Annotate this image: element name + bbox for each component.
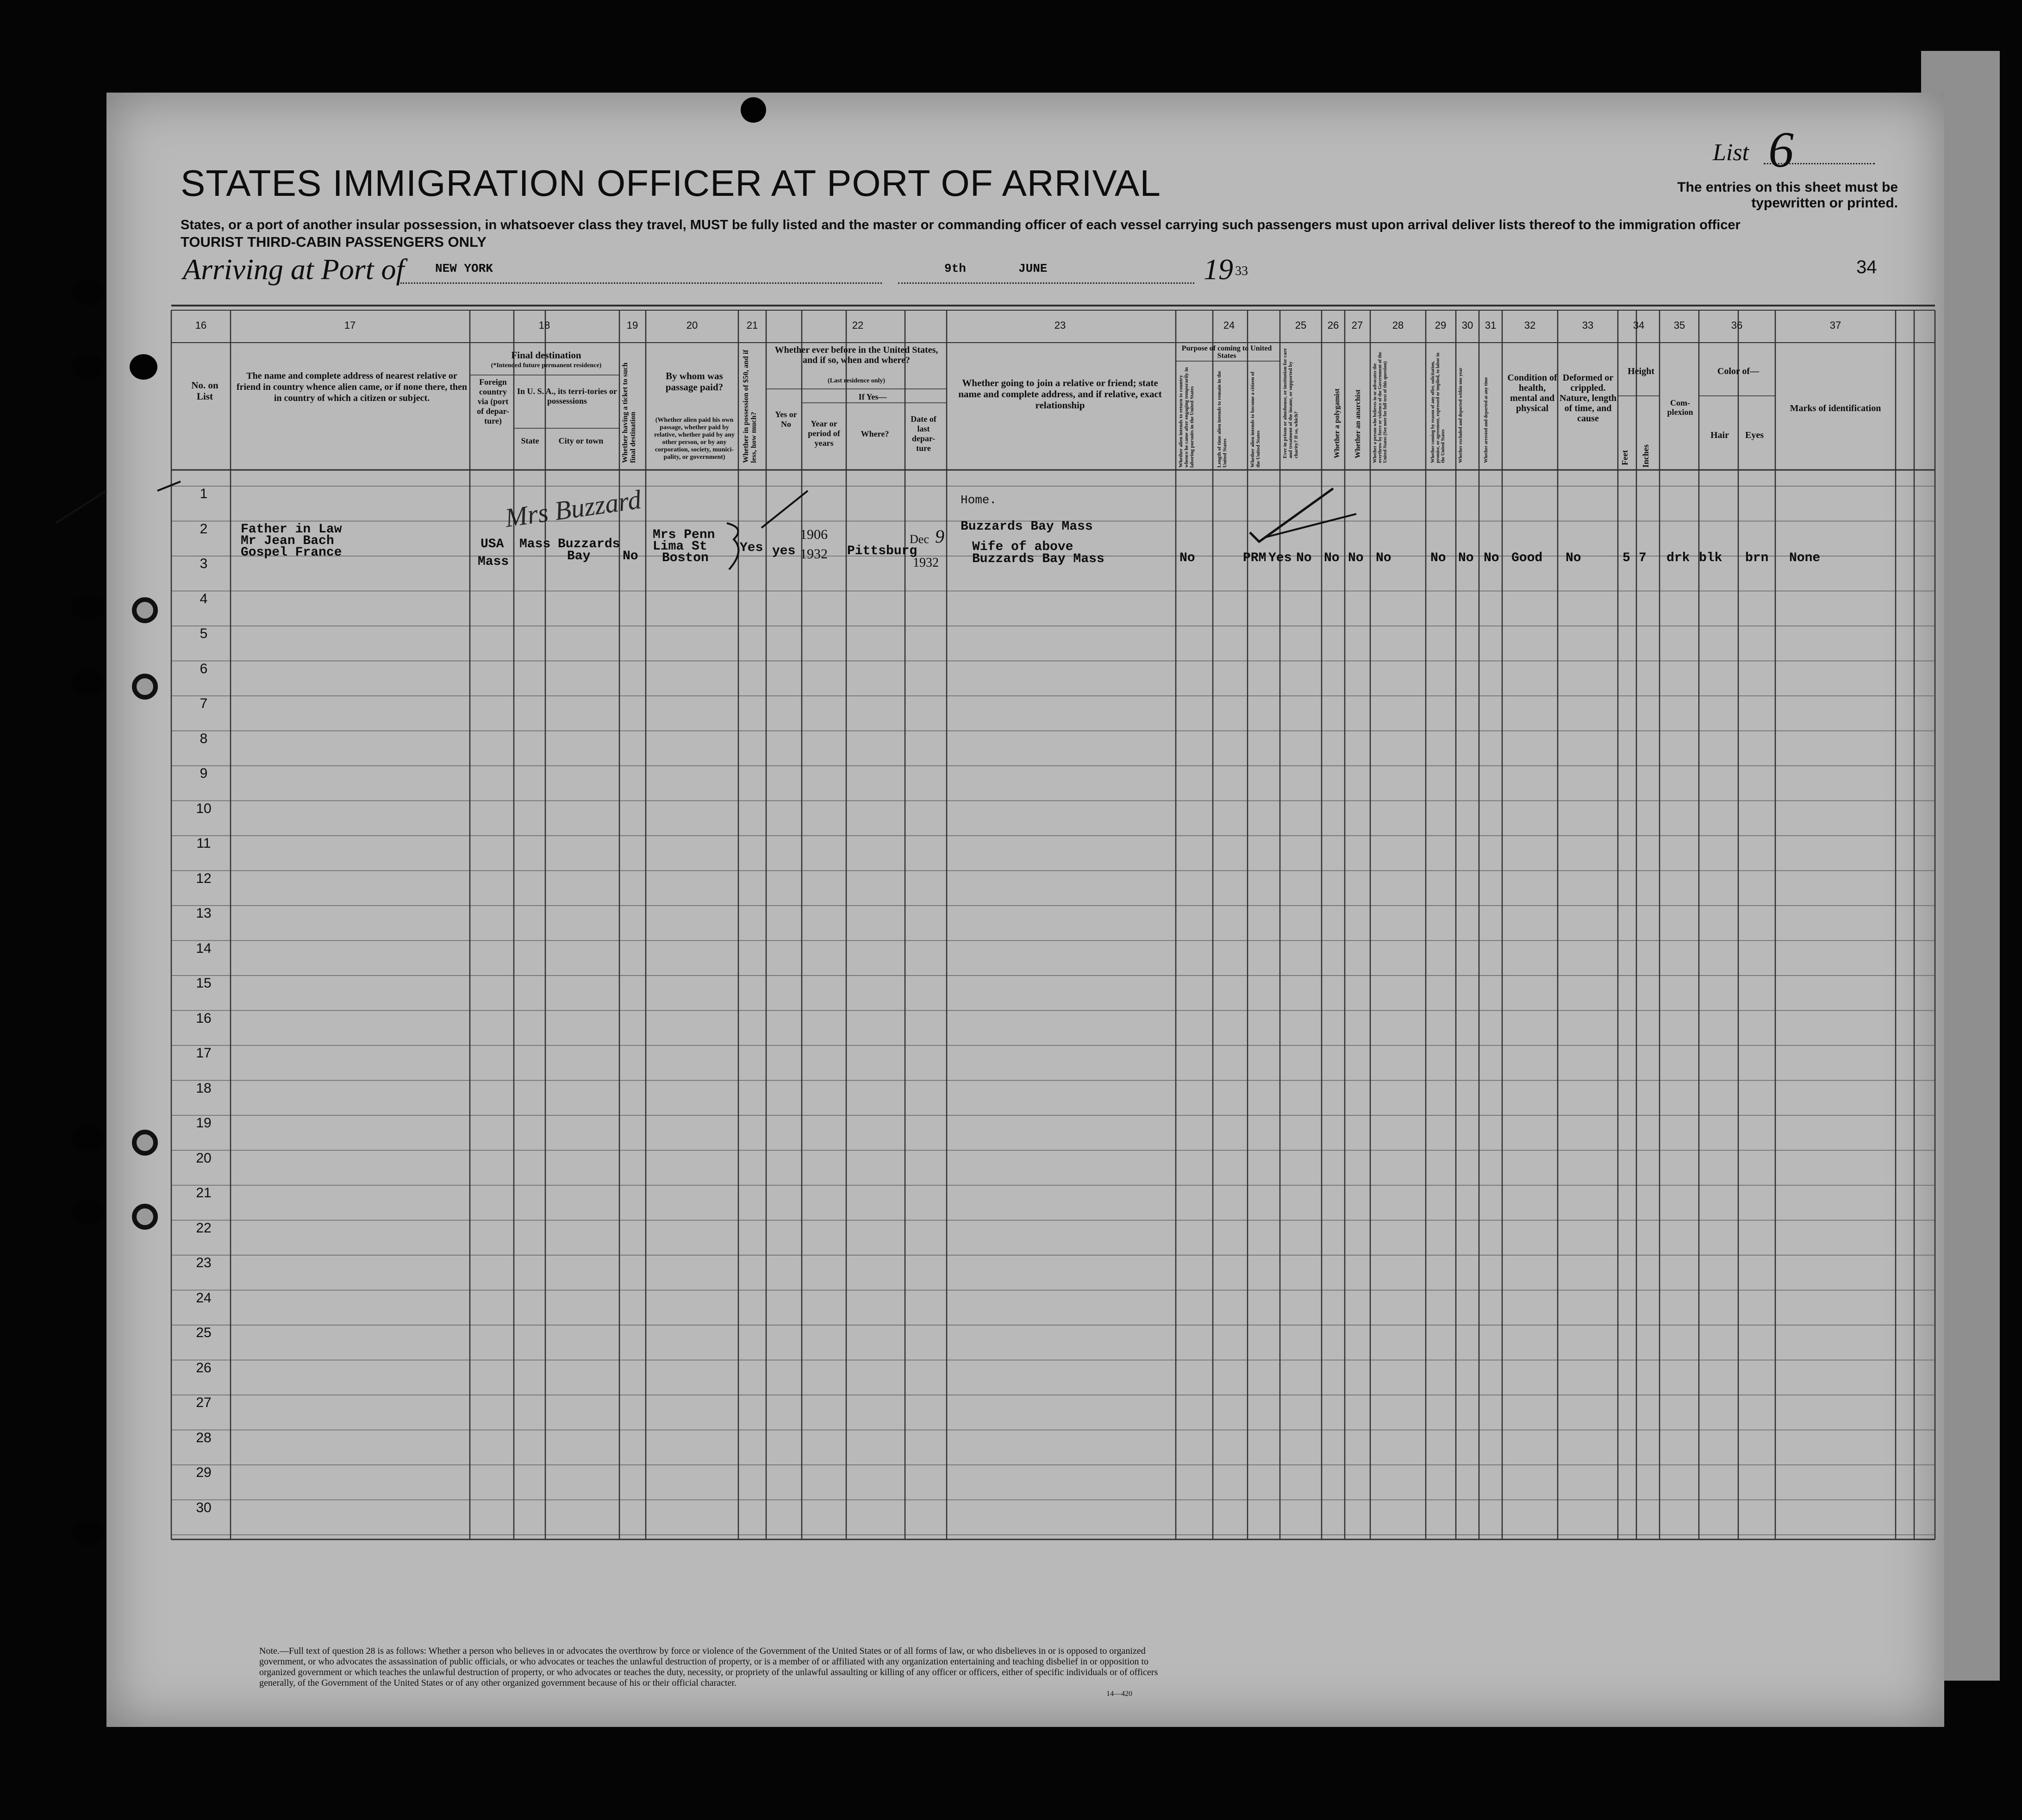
entry-marks: None xyxy=(1789,551,1821,565)
row-number: 9 xyxy=(200,766,208,782)
entry-state: Mass xyxy=(519,537,551,551)
row-number: 20 xyxy=(196,1150,212,1166)
entry-foreign-country: USA xyxy=(481,537,504,551)
arrival-day: 9th xyxy=(944,262,966,275)
entry-c31: No xyxy=(1484,551,1499,565)
column-number: 30 xyxy=(1461,319,1473,331)
list-label: List xyxy=(1713,139,1749,166)
entry-before-us: yes xyxy=(772,544,796,558)
header-before-us: Whether ever before in the United States, and if so, when and where? xyxy=(774,345,938,365)
column-number: 25 xyxy=(1295,319,1307,331)
entry-joining-line4: Buzzards Bay Mass xyxy=(972,552,1105,566)
header-joining: Whether going to join a relative or friend; state name and complete address, and if relative, exact relationship xyxy=(958,377,1162,411)
column-number: 20 xyxy=(686,319,698,331)
row-number: 15 xyxy=(196,976,212,991)
entry-c29: No xyxy=(1430,551,1446,565)
entry-where: Pittsburg xyxy=(847,544,917,558)
row-number: 18 xyxy=(196,1080,212,1096)
stray-mark xyxy=(56,491,106,523)
header-city: City or town xyxy=(558,436,604,445)
entry-joining-line2: Buzzards Bay Mass xyxy=(961,519,1093,534)
header-passage-paid: By whom was passage paid? xyxy=(665,370,724,393)
header-purpose: Purpose of coming to United States xyxy=(1181,344,1272,360)
column-number: 32 xyxy=(1524,319,1536,331)
header-c31: Whether arrested and deported at any time xyxy=(1484,377,1489,463)
row-number: 21 xyxy=(196,1185,212,1201)
row-number: 28 xyxy=(196,1430,212,1445)
header-state: State xyxy=(521,436,539,445)
column-number: 36 xyxy=(1731,319,1743,331)
entry-c27: No xyxy=(1348,551,1364,565)
entry-year2: 1932 xyxy=(800,546,828,562)
entry-paid-by1: Mrs Penn xyxy=(653,528,715,542)
header-marks: Marks of identification xyxy=(1790,403,1881,413)
row-number: 25 xyxy=(196,1325,212,1341)
entry-year1: 1906 xyxy=(800,527,828,542)
header-color-of: Color of— xyxy=(1717,366,1760,376)
header-c26: Whether a polygamist xyxy=(1333,388,1341,458)
row-number: 6 xyxy=(200,661,208,676)
entry-c28: No xyxy=(1376,551,1392,565)
header-c30: Whether excluded and deported within one year xyxy=(1458,368,1463,463)
entry-foreign-country2: Mass xyxy=(478,555,509,569)
column-number: 21 xyxy=(746,319,758,331)
footer-note: Note.—Full text of question 28 is as follows: Whether a person who believes in or advocates the overthrow by force or violence of the Government of the United States or of all forms of law, or who disbelieves in or is opposed to organized government, or who advocates the assassination of public officials, or who advocates or teaches the unlawful destruction of property, or is a member of or affiliated with any organization entertaining and teaching disbelief in or opposition to organized government or which teaches the unlawful destruction of property, or who advocates or teaches the duty, necessity, or propriety of the unlawful assaulting or killing of any officer or officers, either of specific individuals or of officers generally, of the Government of the United States or of any other organized government because of his or their official character. xyxy=(259,1646,1158,1688)
entry-money: Yes xyxy=(740,541,763,555)
header-relative-abroad: The name and complete address of nearest relative or friend in country whence alien came, or if none there, then in country of which a citizen or subject. xyxy=(236,371,468,403)
column-number: 33 xyxy=(1582,319,1594,331)
form-subtitle: States, or a port of another insular possession, in whatsoever class they travel, MUST be fully listed and the master or commanding officer of each vessel carrying such passengers must upon arrival deliver lists thereof to the immigration officer xyxy=(181,218,1741,232)
entry-relative-line1: Father in Law xyxy=(241,522,342,537)
entry-c26: No xyxy=(1324,551,1340,565)
header-inches: Inches xyxy=(1641,444,1650,468)
entry-city: Buzzards xyxy=(558,537,620,551)
header-passage-paid-note: (Whether alien paid his own passage, whether paid by relative, whether paid by any other person, or by any corporation, society, munici-pality, or government) xyxy=(654,417,735,461)
row-number: 30 xyxy=(196,1500,212,1515)
page-number: 34 xyxy=(1856,257,1877,277)
row-number: 29 xyxy=(196,1465,212,1481)
row-number: 24 xyxy=(196,1290,212,1306)
column-number: 28 xyxy=(1392,319,1404,331)
header-c28: Whether a person who believes in or advocates the overthrow by force or violence of the Government of the United States (See note for full text of this question) xyxy=(1373,352,1388,463)
row-number: 5 xyxy=(200,626,208,642)
row-number: 26 xyxy=(196,1360,212,1376)
header-money: Whether in possession of $50, and if less, how much? xyxy=(742,350,758,463)
entry-departure-day: 9 xyxy=(935,526,944,547)
entry-departure-month: Dec xyxy=(910,532,929,546)
row-number: 12 xyxy=(196,870,212,886)
header-yes-no: Yes or No xyxy=(775,410,797,429)
column-number: 29 xyxy=(1435,319,1447,331)
row-number: 8 xyxy=(200,731,208,746)
entry-joining-line3: Wife of above xyxy=(972,540,1073,554)
entry-departure-year: 1932 xyxy=(913,556,939,570)
header-purpose-length: Length of time alien intends to remain in the United States xyxy=(1217,371,1228,468)
entry-joining-line1: Home. xyxy=(961,493,997,507)
arriving-label: Arriving at Port of xyxy=(183,253,405,286)
header-foreign-country: Foreign country via (port of depar-ture) xyxy=(477,377,509,425)
entry-ticket: No xyxy=(623,549,638,563)
entry-c25: No xyxy=(1296,551,1312,565)
column-number: 24 xyxy=(1223,319,1235,331)
stray-mark xyxy=(157,482,181,491)
column-number: 16 xyxy=(195,319,207,331)
year-prefix: 19 xyxy=(1204,253,1233,286)
list-number: 6 xyxy=(1768,121,1794,178)
column-number: 18 xyxy=(538,319,550,331)
entry-inches: 7 xyxy=(1639,551,1647,565)
column-number: 31 xyxy=(1485,319,1497,331)
header-no-on-list: No. on List xyxy=(191,380,218,402)
column-number: 26 xyxy=(1327,319,1339,331)
row-number: 14 xyxy=(196,940,212,956)
handwritten-annotation: Mrs Buzzard xyxy=(503,484,643,533)
port-name: NEW YORK xyxy=(435,262,493,275)
row-number: 23 xyxy=(196,1255,212,1271)
row-number: 3 xyxy=(200,556,208,572)
entry-deformed: No xyxy=(1566,551,1581,565)
header-deformed: Deformed or crippled. Nature, length of time, and cause xyxy=(1560,373,1616,424)
entry-relative-line3: Gospel France xyxy=(241,545,342,560)
entry-complexion: drk xyxy=(1666,551,1690,565)
header-before-us-note: (Last residence only) xyxy=(827,377,886,384)
header-condition: Condition of health, mental and physical xyxy=(1507,373,1557,413)
row-number: 19 xyxy=(196,1115,212,1131)
header-eyes: Eyes xyxy=(1745,430,1764,440)
year-suffix: 33 xyxy=(1235,264,1248,278)
row-number: 7 xyxy=(200,696,208,712)
entry-purpose-length: PRM xyxy=(1243,551,1267,565)
column-number: 17 xyxy=(344,319,356,331)
row-number: 10 xyxy=(196,801,212,816)
entry-hair: blk xyxy=(1699,551,1722,565)
row-number: 4 xyxy=(200,591,208,607)
row-number: 16 xyxy=(196,1010,212,1026)
entry-paid-by2: Lima St xyxy=(653,539,707,554)
row-number: 22 xyxy=(196,1220,212,1236)
arrival-month: JUNE xyxy=(1018,262,1048,275)
row-number: 11 xyxy=(196,836,211,851)
header-purpose-return: Whether alien intends to return to country whence he came after engaging temporarily in laboring pursuits in the United States xyxy=(1178,367,1195,468)
header-final-destination: Final destination xyxy=(511,350,581,361)
header-date-departure: Date of last depar-ture xyxy=(911,414,936,453)
instructions: The entries on this sheet must be typewritten or printed. xyxy=(1677,180,1898,211)
header-where: Where? xyxy=(861,429,889,438)
column-number: 34 xyxy=(1633,319,1645,331)
entry-paid-by3: Boston xyxy=(662,551,709,565)
bracket-mark xyxy=(727,523,738,569)
header-year-period: Year or period of years xyxy=(808,419,840,448)
entry-purpose-citizen: Yes xyxy=(1268,551,1292,565)
row-number: 17 xyxy=(196,1045,212,1061)
header-c25: Ever in prison or almshouse, or institution for care and treatment of the insane, or supported by charity? If so, which? xyxy=(1282,348,1299,458)
entry-city2: Bay xyxy=(567,549,591,563)
column-number: 19 xyxy=(626,319,638,331)
header-purpose-citizen: Whether alien intends to become a citizen of the United States xyxy=(1250,371,1261,468)
header-ticket: Whether having a ticket to such final destination xyxy=(621,362,637,463)
form-title: STATES IMMIGRATION OFFICER AT PORT OF ARRIVAL xyxy=(181,163,1161,204)
header-complexion: Com-plexion xyxy=(1667,398,1693,417)
entry-feet: 5 xyxy=(1623,551,1630,565)
row-number: 2 xyxy=(200,521,208,537)
row-number: 1 xyxy=(200,486,208,502)
header-height: Height xyxy=(1628,366,1654,376)
header-if-yes: If Yes— xyxy=(858,392,887,401)
header-c29: Whether coming by reason of any offer, solicitation, promise, or agreement, expressed or implied, to labor in the United States xyxy=(1430,352,1446,463)
check-mark xyxy=(1266,514,1356,537)
column-number: 37 xyxy=(1829,319,1841,331)
column-number: 35 xyxy=(1673,319,1685,331)
form-code: 14—420 xyxy=(1106,1690,1132,1698)
header-final-destination-note: (*Intended future permanent residence) xyxy=(491,362,602,369)
tick-mark xyxy=(761,491,808,528)
row-number: 13 xyxy=(196,906,212,921)
header-c27: Whether an anarchist xyxy=(1354,389,1362,458)
header-in-usa: In U. S. A., its terri-tories or possessions xyxy=(517,387,617,406)
check-mark xyxy=(1250,488,1333,542)
header-feet: Feet xyxy=(1620,450,1629,465)
entry-c30: No xyxy=(1458,551,1474,565)
column-number: 27 xyxy=(1351,319,1363,331)
row-number: 27 xyxy=(196,1395,212,1411)
column-number: 23 xyxy=(1054,319,1066,331)
header-hair: Hair xyxy=(1710,430,1729,440)
entry-condition: Good xyxy=(1511,551,1543,565)
entry-purpose-return: No xyxy=(1180,551,1195,565)
passenger-class: TOURIST THIRD-CABIN PASSENGERS ONLY xyxy=(181,234,487,250)
column-number: 22 xyxy=(852,319,864,331)
entry-relative-line2: Mr Jean Bach xyxy=(241,534,334,548)
entry-eyes: brn xyxy=(1745,551,1769,565)
